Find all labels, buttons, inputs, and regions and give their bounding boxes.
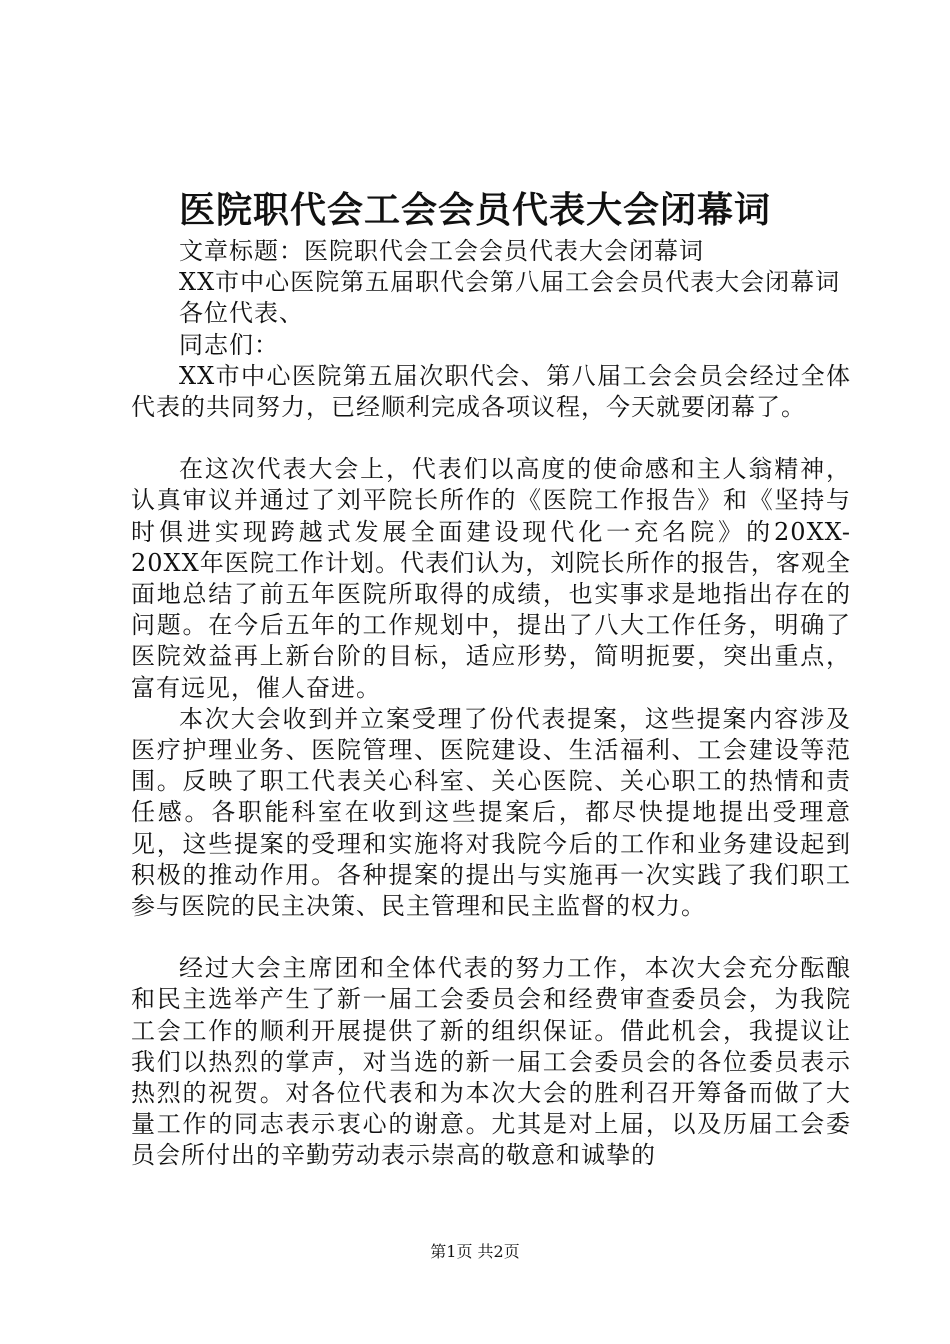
- paragraph-report: 在这次代表大会上，代表们以高度的使命感和主人翁精神，认真审议并通过了刘平院长所作的《医院工作报告》和《坚持与时俱进实现跨越式发展全面建设现代化一充名院》的20XX-20XX年医院工作计划。代表们认为，刘院长所作的报告，客观全面地总结了前五年医院所取得的成绩，也实事求是地指出存在的问题。在今后五年的工作规划中，提出了八大工作任务，明确了医院效益再上新台阶的目标，适应形势，简明扼要，突出重点，富有远见，催人奋进。: [131, 455, 851, 702]
- salutation-delegates: 各位代表、: [179, 299, 304, 328]
- paragraph-election: 经过大会主席团和全体代表的努力工作，本次大会充分酝酿和民主选举产生了新一届工会委员会和经费审查委员会，为我院工会工作的顺利开展提供了新的组织保证。借此机会，我提议让我们以热烈的掌声，对当选的新一届工会委员会的各位委员表示热烈的祝贺。对各位代表和为本次大会的胜利召开筹备而做了大量工作的同志表示衷心的谢意。尤其是对上届，以及历届工会委员会所付出的辛勤劳动表示崇高的敬意和诚挚的: [131, 954, 851, 1170]
- article-title-line: 文章标题：医院职代会工会会员代表大会闭幕词: [179, 237, 704, 265]
- salutation-comrades: 同志们：: [179, 330, 279, 359]
- paragraph-opening: XX市中心医院第五届次职代会、第八届工会会员会经过全体代表的共同努力，已经顺利完成各项议程，今天就要闭幕了。: [131, 361, 851, 422]
- page-number: 第1页 共2页: [430, 1242, 520, 1261]
- subtitle-line: XX市中心医院第五届职代会第八届工会会员代表大会闭幕词: [179, 268, 841, 297]
- document-body: [131, 236, 851, 1172]
- paragraph-proposals: 本次大会收到并立案受理了份代表提案，这些提案内容涉及医疗护理业务、医院管理、医院建设、生活福利、工会建设等范围。反映了职工代表关心科室、关心医院、关心职工的热情和责任感。各职能科室在收到这些提案后，都尽快提地提出受理意见，这些提案的受理和实施将对我院今后的工作和业务建设起到积极的推动作用。各种提案的提出与实施再一次实践了我们职工参与医院的民主决策、民主管理和民主监督的权力。: [131, 704, 851, 921]
- document-title: 医院职代会工会会员代表大会闭幕词: [178, 189, 771, 231]
